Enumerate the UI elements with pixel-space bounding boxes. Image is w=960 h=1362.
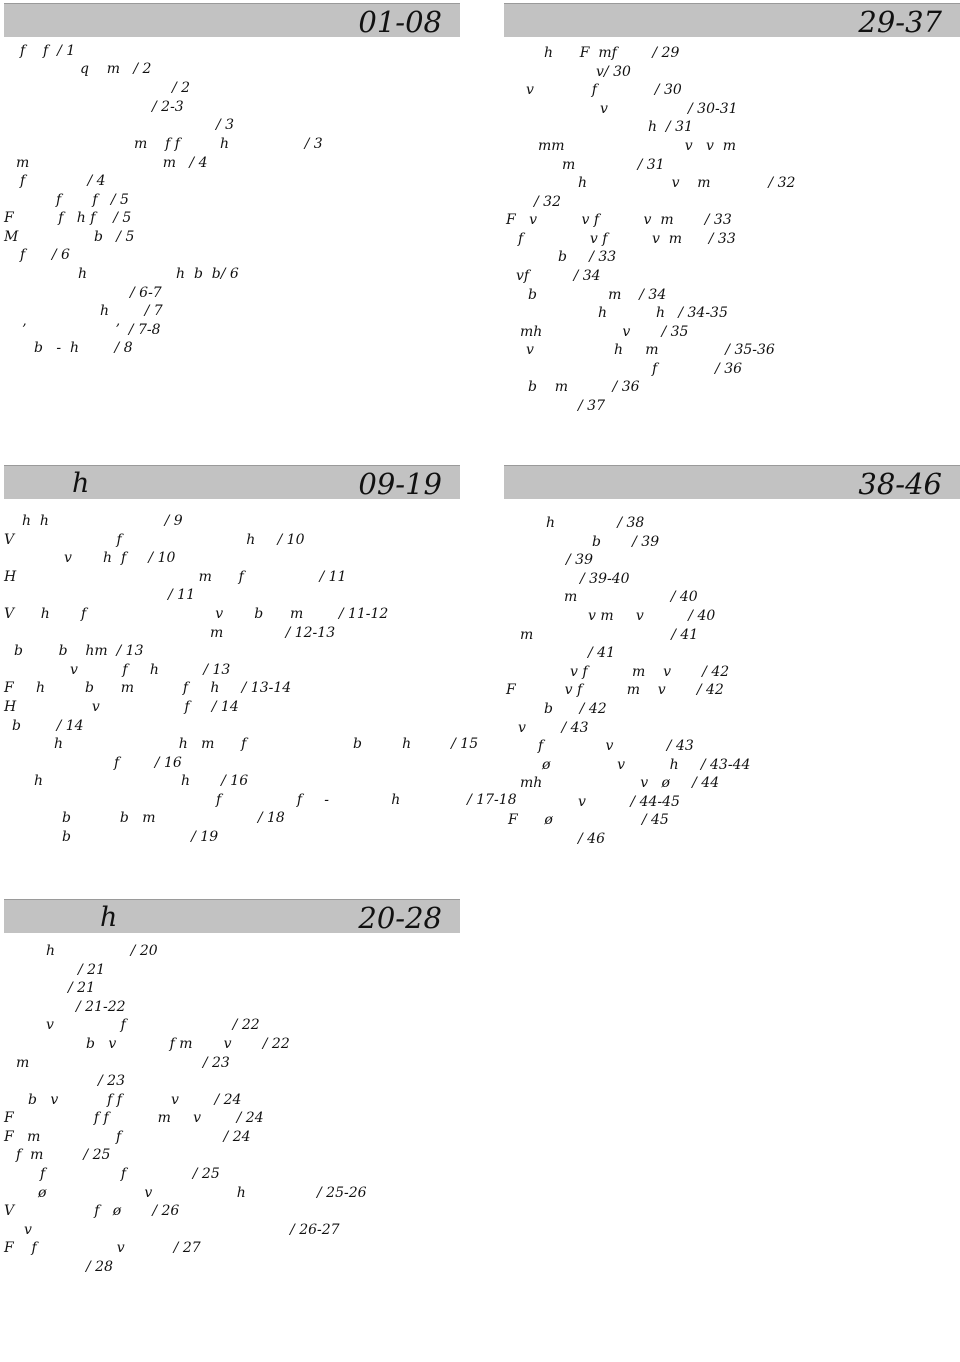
toc-entry: F f f m v / 24 bbox=[4, 1110, 264, 1126]
toc-entry: m / 40 bbox=[564, 589, 698, 605]
toc-entry: / 2-3 bbox=[152, 99, 184, 115]
section-header-bar bbox=[4, 3, 460, 37]
section-page-range: 09-19 bbox=[358, 467, 442, 501]
toc-entry: vf / 34 bbox=[516, 268, 601, 284]
toc-entry: f v f v m / 33 bbox=[518, 231, 736, 247]
toc-entry: F h b m f h / 13-14 bbox=[4, 680, 292, 696]
toc-entry: m / 41 bbox=[520, 627, 699, 643]
toc-entry: f f - h / 17-18 bbox=[216, 792, 517, 808]
section-page-range: 20-28 bbox=[358, 901, 442, 935]
toc-entry: H m f / 11 bbox=[4, 569, 347, 585]
toc-entry: mm v v m bbox=[538, 138, 737, 154]
section-20-28 bbox=[4, 899, 460, 1278]
toc-entry: v m v / 40 bbox=[588, 608, 716, 624]
toc-entry: F m f / 24 bbox=[4, 1129, 251, 1145]
section-title: h bbox=[72, 468, 90, 499]
toc-entry: F f h f / 5 bbox=[4, 210, 132, 226]
toc-entry: / 28 bbox=[86, 1259, 113, 1275]
toc-entry: b b hm / 13 bbox=[14, 643, 144, 659]
toc-entry: v h m / 35-36 bbox=[526, 342, 775, 358]
toc-entry: / 2 bbox=[172, 80, 191, 96]
toc-entry: q m / 2 bbox=[80, 61, 152, 77]
toc-entry: b / 33 bbox=[558, 249, 617, 265]
section-09-19 bbox=[4, 465, 517, 885]
toc-entry: h / 38 bbox=[546, 515, 645, 531]
toc-entry: b m / 36 bbox=[528, 379, 640, 395]
toc-entry-list bbox=[4, 942, 460, 1362]
toc-entry: h h / 16 bbox=[34, 773, 249, 789]
section-header-bar bbox=[504, 3, 960, 37]
toc-entry: h / 20 bbox=[46, 943, 158, 959]
section-header-bar bbox=[4, 899, 460, 933]
toc-entry: v / 43 bbox=[518, 720, 589, 736]
toc-entry: / 21-22 bbox=[76, 999, 126, 1015]
toc-entry: f / 6 bbox=[20, 247, 70, 263]
toc-entry: b / 19 bbox=[62, 829, 219, 845]
toc-entry: V f ø / 26 bbox=[4, 1203, 180, 1219]
toc-entry: h h / 34-35 bbox=[598, 305, 728, 321]
toc-entry: H v f / 14 bbox=[4, 699, 239, 715]
section-29-37 bbox=[504, 3, 960, 443]
section-page-range: 01-08 bbox=[358, 5, 442, 39]
toc-entry: m / 12-13 bbox=[210, 625, 336, 641]
section-01-08 bbox=[4, 3, 460, 443]
toc-entry: v/ 30 bbox=[596, 64, 631, 80]
toc-entry-list bbox=[504, 46, 960, 466]
toc-entry: b v f m v / 22 bbox=[86, 1036, 290, 1052]
toc-entry: h / 7 bbox=[100, 303, 163, 319]
toc-entry: m / 31 bbox=[562, 157, 665, 173]
toc-entry: f f / 25 bbox=[40, 1166, 220, 1182]
toc-entry-list bbox=[4, 43, 460, 466]
toc-entry: m / 23 bbox=[16, 1055, 230, 1071]
toc-entry: f m / 25 bbox=[16, 1147, 111, 1163]
toc-entry: m m / 4 bbox=[16, 155, 208, 171]
toc-entry: f / 36 bbox=[652, 361, 743, 377]
toc-entry: V h f v b m / 11-12 bbox=[4, 606, 389, 622]
toc-entry: / 3 bbox=[216, 117, 235, 133]
toc-entry-list bbox=[504, 508, 960, 928]
toc-entry: v f m v / 42 bbox=[570, 664, 730, 680]
section-page-range: 29-37 bbox=[858, 5, 942, 39]
toc-entry: F v v f v m / 33 bbox=[506, 212, 732, 228]
toc-entry: / 32 bbox=[534, 194, 561, 210]
toc-entry: / 21 bbox=[68, 980, 95, 996]
toc-entry: h h / 9 bbox=[22, 513, 183, 529]
toc-entry: ø v h / 25-26 bbox=[38, 1185, 367, 1201]
toc-entry: F v f m v / 42 bbox=[506, 682, 724, 698]
toc-entry: / 21 bbox=[78, 962, 105, 978]
toc-entry-list bbox=[4, 508, 517, 928]
toc-entry: v f h / 13 bbox=[70, 662, 231, 678]
toc-entry: v / 30-31 bbox=[600, 101, 738, 117]
toc-entry: b / 39 bbox=[592, 534, 660, 550]
toc-entry: / 39-40 bbox=[580, 571, 630, 587]
toc-entry: h / 31 bbox=[648, 119, 693, 135]
toc-entry: ’ ’ / 7-8 bbox=[22, 322, 161, 338]
toc-entry: / 37 bbox=[578, 398, 605, 414]
toc-entry: b b m / 18 bbox=[62, 810, 285, 826]
toc-entry: f f / 1 bbox=[20, 43, 76, 59]
toc-entry: mh v / 35 bbox=[520, 324, 689, 340]
section-header-bar bbox=[504, 465, 960, 499]
section-title: h bbox=[100, 902, 118, 933]
toc-entry: m f f h / 3 bbox=[134, 136, 323, 152]
toc-entry: f v / 43 bbox=[538, 738, 694, 754]
toc-entry: / 23 bbox=[98, 1073, 125, 1089]
section-header-bar bbox=[4, 465, 460, 499]
toc-entry: b - h / 8 bbox=[34, 340, 133, 356]
toc-entry: / 11 bbox=[168, 587, 195, 603]
toc-entry: f / 4 bbox=[20, 173, 106, 189]
toc-entry: M b / 5 bbox=[4, 229, 135, 245]
toc-entry: b / 42 bbox=[544, 701, 607, 717]
toc-entry: v h f / 10 bbox=[64, 550, 176, 566]
toc-entry: ø v h / 43-44 bbox=[542, 757, 751, 773]
section-38-46 bbox=[504, 465, 960, 885]
toc-entry: / 46 bbox=[578, 831, 605, 847]
toc-entry: b v f f v / 24 bbox=[28, 1092, 242, 1108]
toc-entry: F f v / 27 bbox=[4, 1240, 201, 1256]
toc-entry: v / 26-27 bbox=[24, 1222, 340, 1238]
toc-entry: v / 44-45 bbox=[578, 794, 680, 810]
toc-entry: h h m f b h / 15 bbox=[54, 736, 479, 752]
toc-entry: h v m / 32 bbox=[578, 175, 796, 191]
toc-entry: v f / 30 bbox=[526, 82, 682, 98]
toc-entry: V f h / 10 bbox=[4, 532, 305, 548]
toc-entry: f / 16 bbox=[114, 755, 182, 771]
toc-entry: h F mf / 29 bbox=[544, 45, 680, 61]
toc-entry: b m / 34 bbox=[528, 287, 667, 303]
toc-entry: / 39 bbox=[566, 552, 593, 568]
toc-entry: h h b b/ 6 bbox=[78, 266, 239, 282]
toc-entry: f f / 5 bbox=[56, 192, 129, 208]
toc-entry: / 41 bbox=[588, 645, 615, 661]
toc-entry: b / 14 bbox=[12, 718, 84, 734]
toc-entry: / 6-7 bbox=[130, 285, 162, 301]
toc-entry: F ø / 45 bbox=[508, 812, 669, 828]
toc-entry: mh v ø / 44 bbox=[520, 775, 720, 791]
toc-entry: v f / 22 bbox=[46, 1017, 260, 1033]
section-page-range: 38-46 bbox=[858, 467, 942, 501]
